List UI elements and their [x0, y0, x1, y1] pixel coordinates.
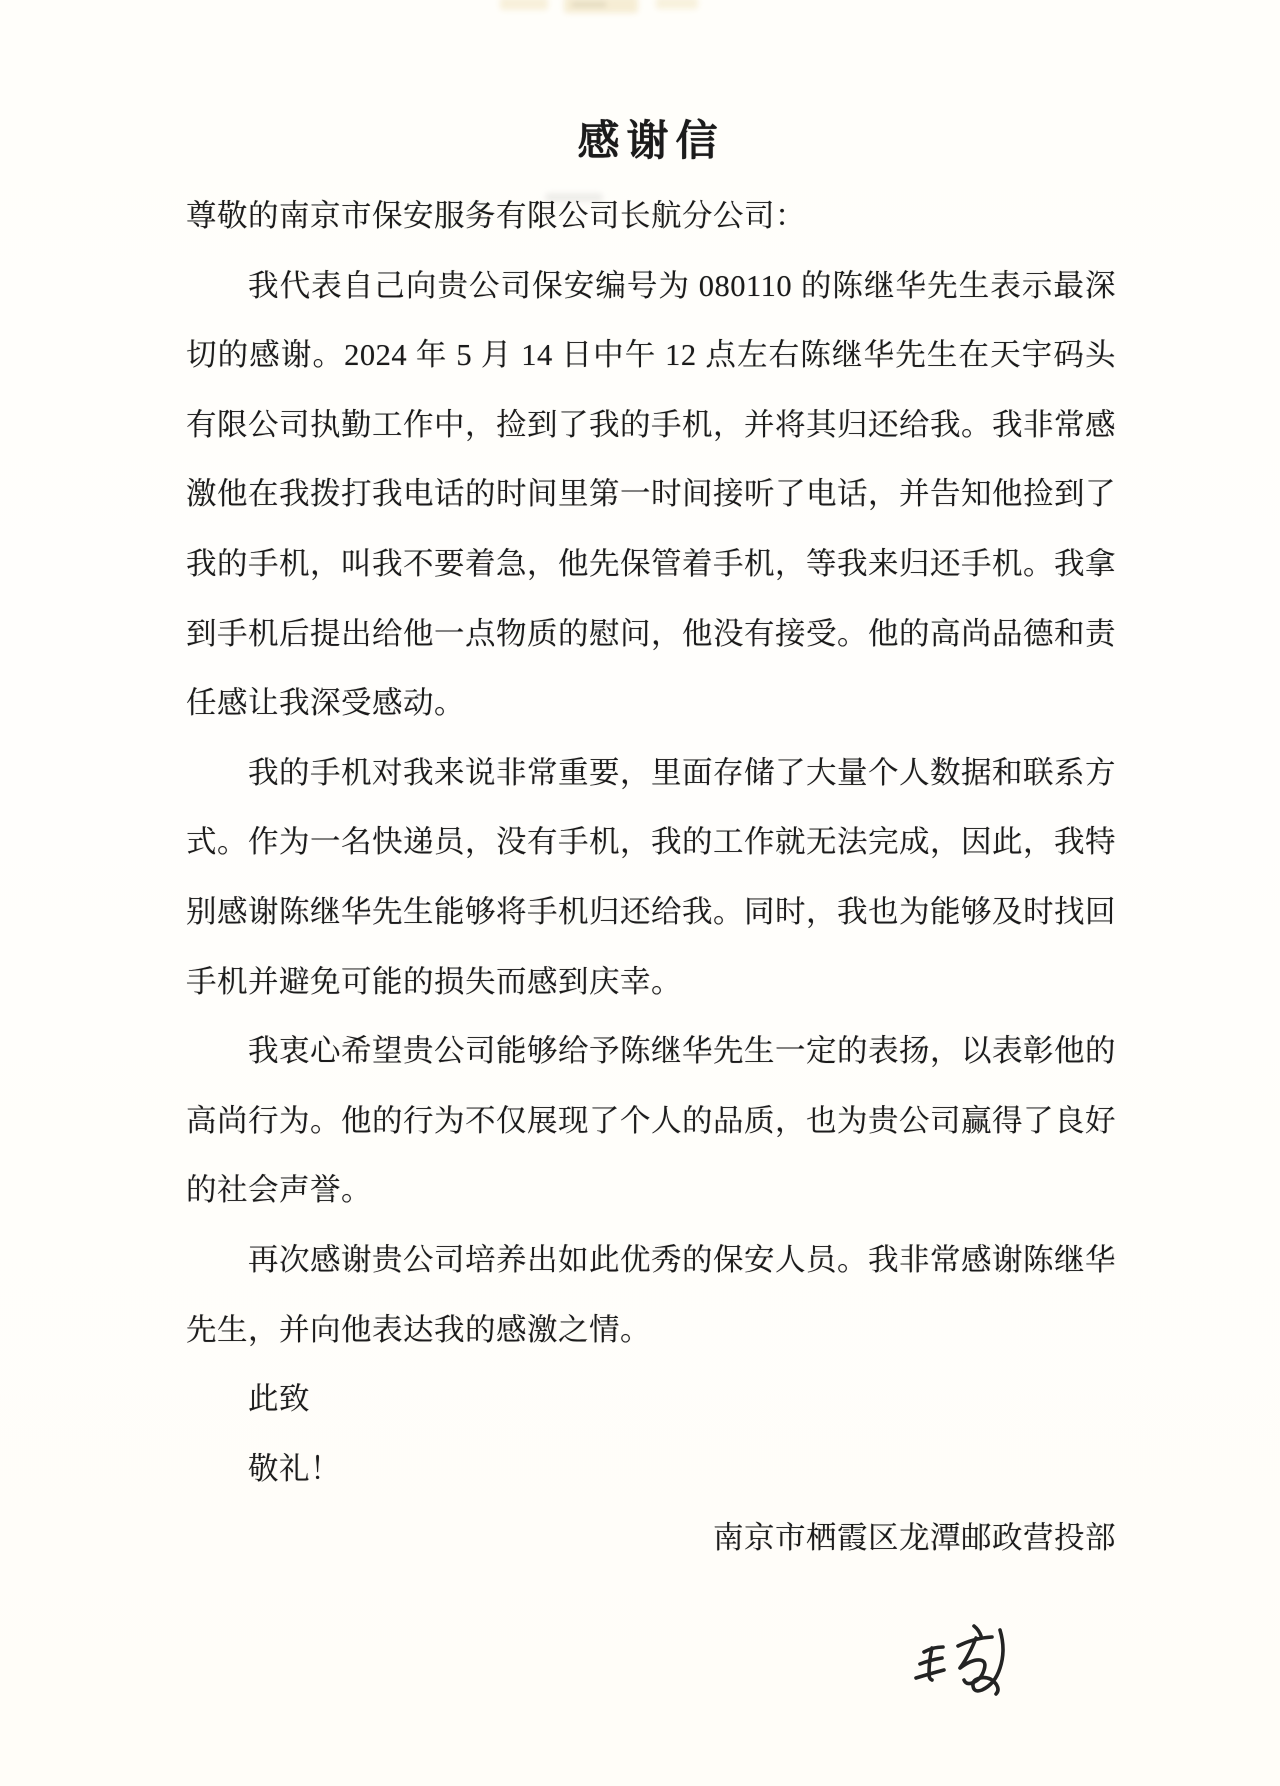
paragraph-1-line: 激他在我拨打我电话的时间里第一时间接听了电话，并告知他捡到了 [186, 477, 1116, 512]
paragraph-3-line: 的社会声誉。 [186, 1173, 372, 1208]
handwritten-signature [896, 1608, 1052, 1712]
paragraph-3-line: 高尚行为。他的行为不仅展现了个人的品质，也为贵公司赢得了良好 [186, 1103, 1116, 1138]
paragraph-1-line: 任感让我深受感动。 [186, 686, 465, 721]
signoff-organization: 南京市栖霞区龙潭邮政营投部 [713, 1521, 1116, 1556]
scan-artifact [564, 0, 638, 13]
paragraph-4-line: 再次感谢贵公司培养出如此优秀的保安人员。我非常感谢陈继华 [248, 1242, 1116, 1277]
scan-artifact [500, 0, 548, 10]
salutation: 尊敬的南京市保安服务有限公司长航分公司： [186, 199, 806, 233]
paragraph-2-line: 我的手机对我来说非常重要，里面存储了大量个人数据和联系方 [248, 755, 1116, 790]
paragraph-1-line: 我代表自己向贵公司保安编号为 080110 的陈继华先生表示最深 [248, 268, 1116, 303]
paragraph-1-line: 切的感谢。2024 年 5 月 14 日中午 12 点左右陈继华先生在天宇码头 [186, 338, 1116, 373]
closing-jingli: 敬礼！ [248, 1451, 341, 1486]
paragraph-3-line: 我衷心希望贵公司能够给予陈继华先生一定的表扬，以表彰他的 [248, 1034, 1116, 1069]
paragraph-4-line: 先生，并向他表达我的感激之情。 [186, 1312, 651, 1347]
paragraph-2-line: 别感谢陈继华先生能够将手机归还给我。同时，我也为能够及时找回 [186, 894, 1116, 929]
letter-body [186, 182, 1116, 1574]
paragraph-2-line: 式。作为一名快递员，没有手机，我的工作就无法完成，因此，我特 [186, 825, 1116, 860]
paragraph-1-line: 到手机后提出给他一点物质的慰问，他没有接受。他的高尚品德和责 [186, 616, 1116, 651]
paragraph-2-line: 手机并避免可能的损失而感到庆幸。 [186, 964, 682, 999]
scan-artifact [656, 0, 698, 9]
letter-title: 感谢信 [577, 119, 725, 165]
paragraph-1-line: 有限公司执勤工作中，捡到了我的手机，并将其归还给我。我非常感 [186, 407, 1116, 442]
paragraph-1-line: 我的手机，叫我不要着急，他先保管着手机，等我来归还手机。我拿 [186, 546, 1116, 581]
closing-cizhi: 此致 [248, 1382, 310, 1417]
